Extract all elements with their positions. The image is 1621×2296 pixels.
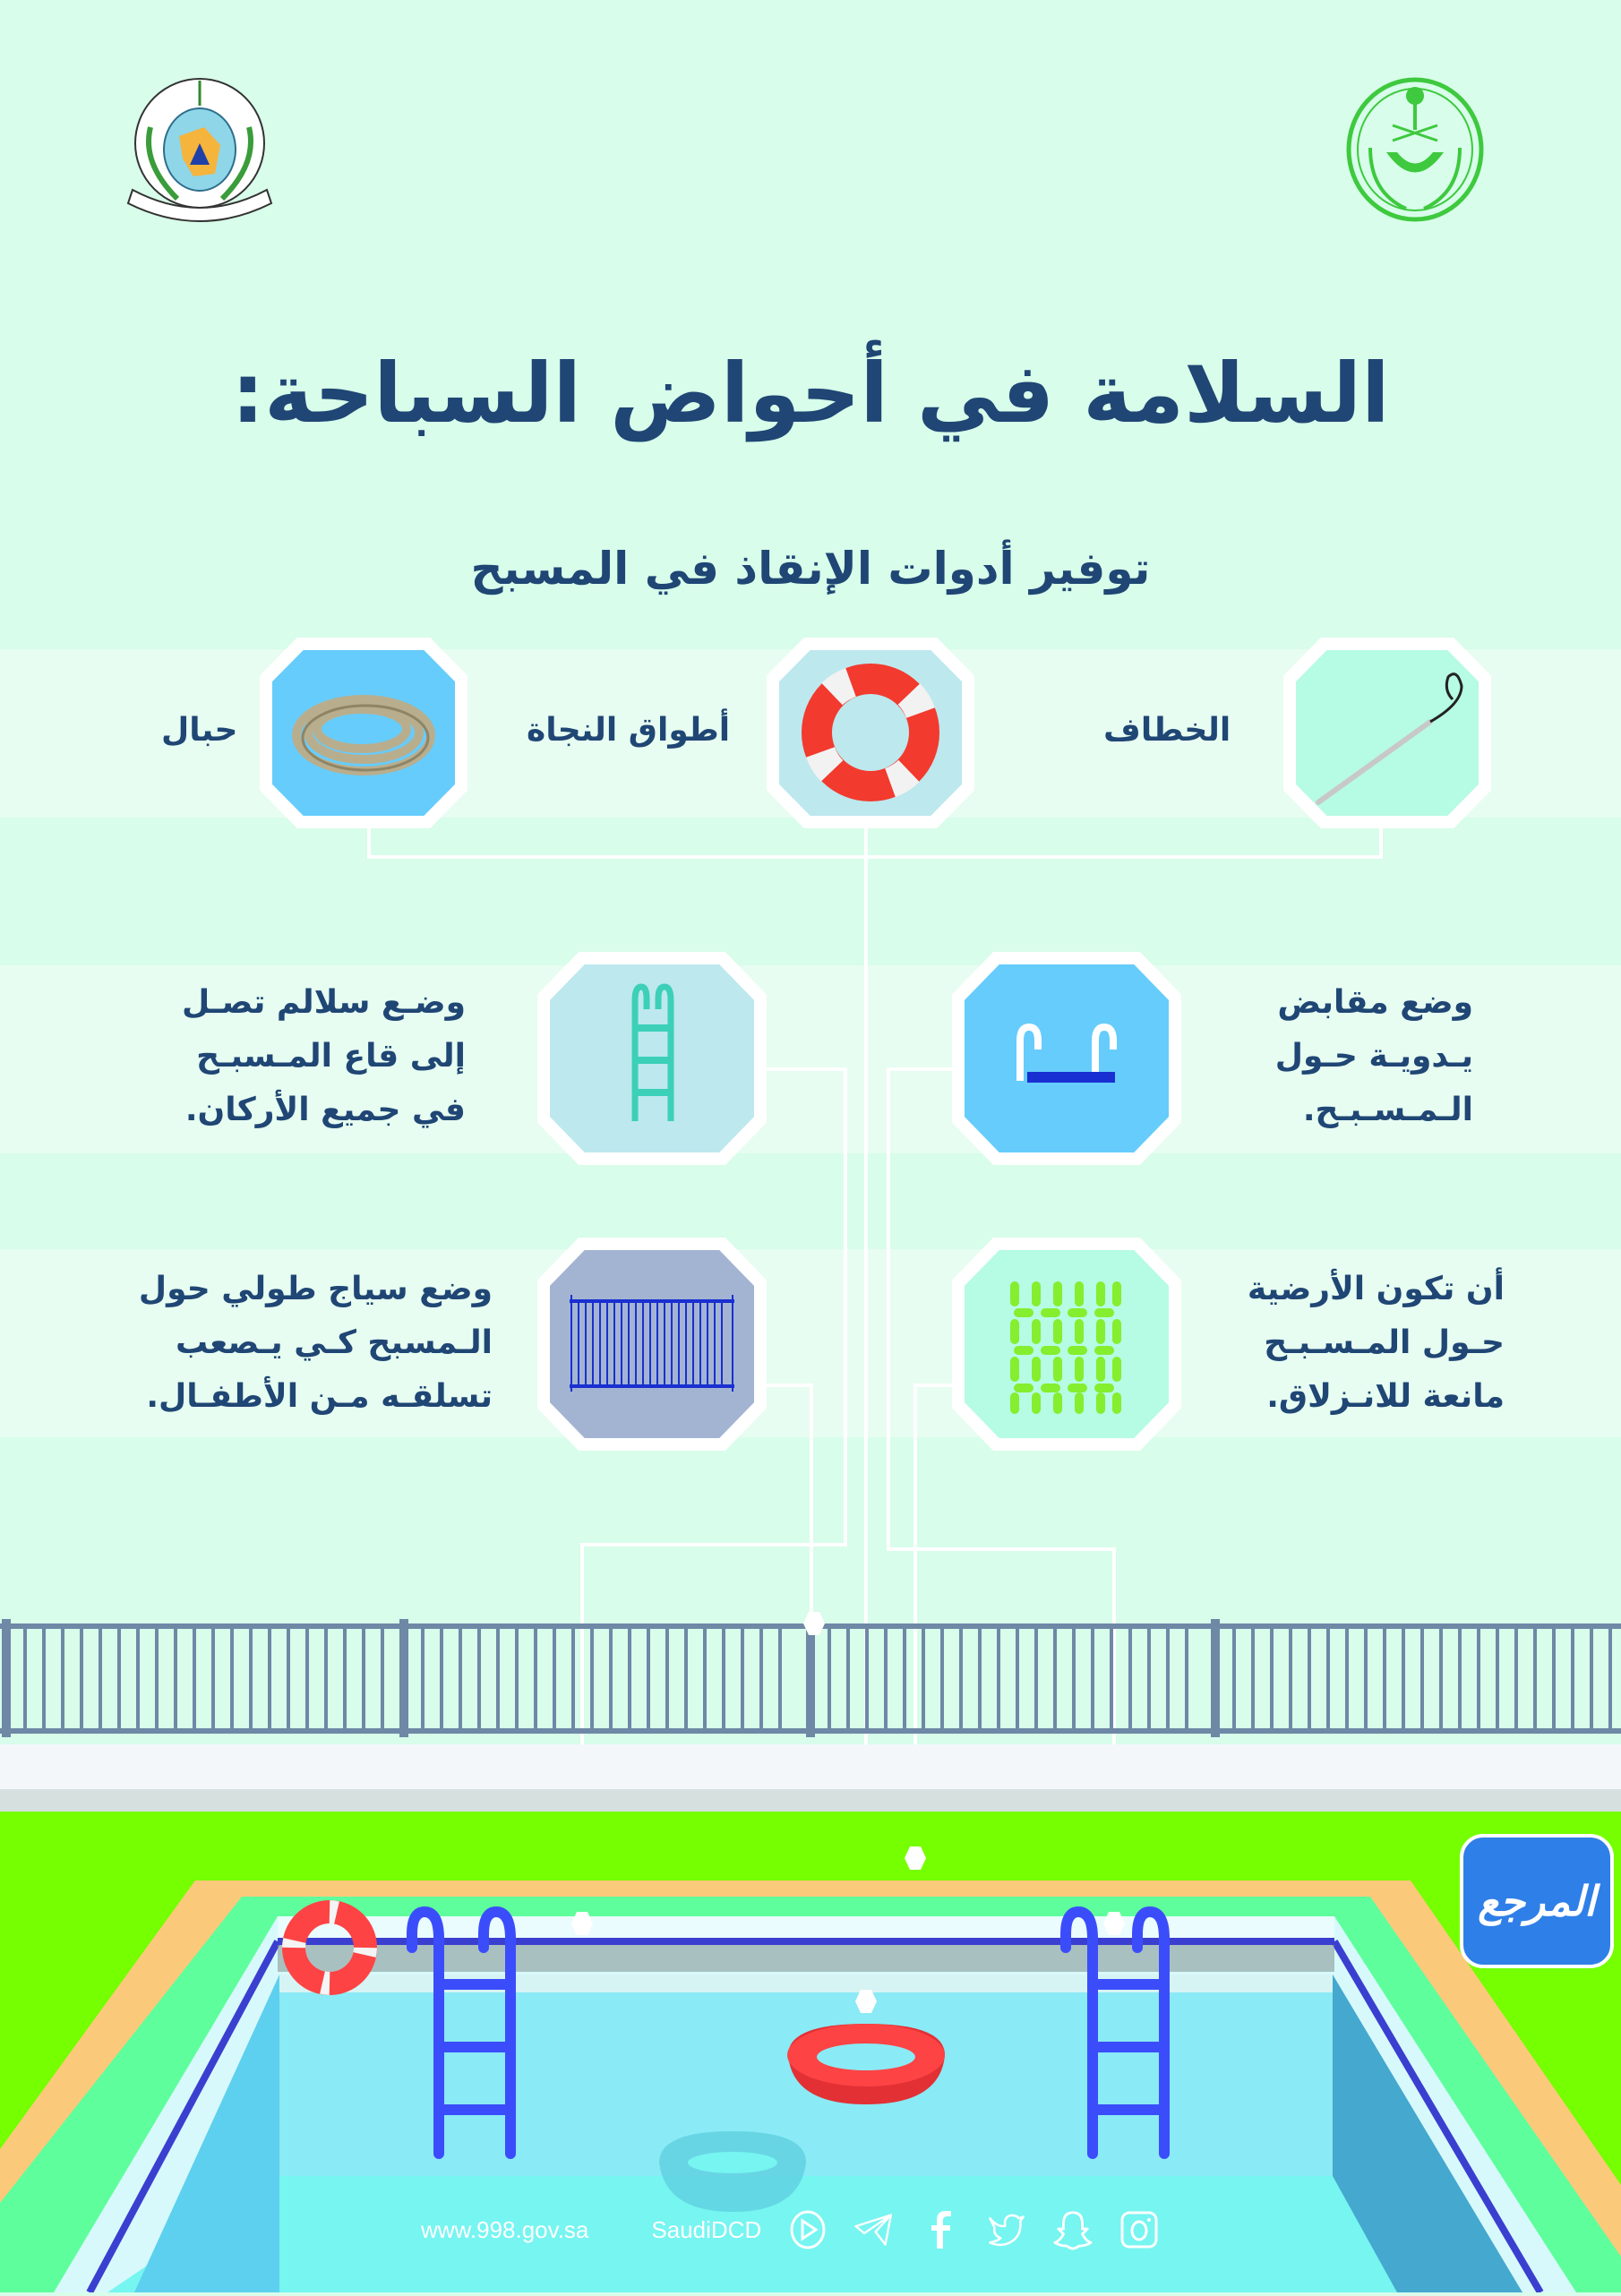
footer bbox=[421, 2207, 1159, 2252]
hook-label: الخطاف bbox=[1103, 712, 1231, 749]
pool-ladder-right bbox=[1048, 1903, 1191, 2163]
floating-ring bbox=[784, 2019, 949, 2109]
social-handle: SaudiDCD bbox=[651, 2215, 762, 2243]
connector-line bbox=[887, 1067, 890, 1551]
connector-line bbox=[810, 1384, 813, 1625]
floor-tile bbox=[952, 1238, 1181, 1451]
lifebuoy-icon bbox=[779, 650, 962, 816]
fence-icon bbox=[550, 1250, 754, 1438]
snapchat-icon[interactable] bbox=[1053, 2209, 1093, 2250]
page-title: السلامة في أحواض السباحة: bbox=[231, 346, 1390, 441]
lifebuoy-tile bbox=[767, 638, 974, 828]
ladder-tile bbox=[537, 952, 767, 1165]
telegram-icon[interactable] bbox=[854, 2209, 894, 2250]
connector-line bbox=[844, 1067, 847, 1546]
connector-line bbox=[913, 1384, 952, 1387]
youtube-icon[interactable] bbox=[788, 2209, 828, 2250]
lifebuoy-label: أطواق النجاة bbox=[527, 712, 731, 749]
section-title: توفير أدوات الإنقاذ في المسبح bbox=[470, 543, 1151, 595]
ring-shadow bbox=[656, 2127, 809, 2216]
pool-ladder-left bbox=[394, 1903, 537, 2163]
website-link[interactable]: www.998.gov.sa bbox=[421, 2215, 589, 2243]
facebook-icon[interactable] bbox=[921, 2209, 960, 2250]
watermark-text: المرجع bbox=[1478, 1877, 1596, 1925]
wall bbox=[0, 1744, 1621, 1789]
lifebuoy-on-edge bbox=[278, 1894, 385, 2001]
civil-defense-logo bbox=[115, 73, 285, 226]
connector-line bbox=[767, 1384, 811, 1387]
tip-floor-text: أن تكون الأرضية حـول المـسـبـح مانعة للانـزلاق. bbox=[1247, 1271, 1505, 1415]
tip-fence-text: وضع سياج طولي حول الـمسبح كـي يـصعب تسلقـه مـن الأطفـال. bbox=[138, 1271, 493, 1415]
handles-tile bbox=[952, 952, 1181, 1165]
connector-line bbox=[367, 855, 1383, 859]
hook-pole-icon bbox=[1296, 650, 1479, 816]
tip-handles-text: وضع مقابض يـدويـة حـول الـمـسـبـح. bbox=[1274, 984, 1473, 1128]
wall-base bbox=[0, 1789, 1621, 1812]
connector-line bbox=[767, 1067, 847, 1071]
background-fence bbox=[0, 1619, 1621, 1744]
rope-icon bbox=[272, 650, 455, 816]
rope-label: حبال bbox=[161, 712, 238, 749]
tip-ladders-text: وضـع سلالم تصـل إلى قاع المـسبـح في جميع الأركان. bbox=[181, 984, 466, 1128]
connector-line bbox=[580, 1543, 847, 1546]
connector-line bbox=[887, 1547, 1115, 1551]
twitter-icon[interactable] bbox=[987, 2209, 1026, 2250]
fence-tile bbox=[537, 1238, 767, 1451]
connector-line bbox=[887, 1067, 952, 1071]
pool-handles-icon bbox=[965, 964, 1169, 1152]
hook-tile bbox=[1283, 638, 1491, 828]
ladder-icon bbox=[550, 964, 754, 1152]
watermark-logo bbox=[1460, 1834, 1614, 1968]
ministry-logo bbox=[1343, 76, 1487, 224]
rope-tile bbox=[260, 638, 467, 828]
instagram-icon[interactable] bbox=[1119, 2209, 1159, 2250]
anti-slip-floor-icon bbox=[965, 1250, 1169, 1438]
